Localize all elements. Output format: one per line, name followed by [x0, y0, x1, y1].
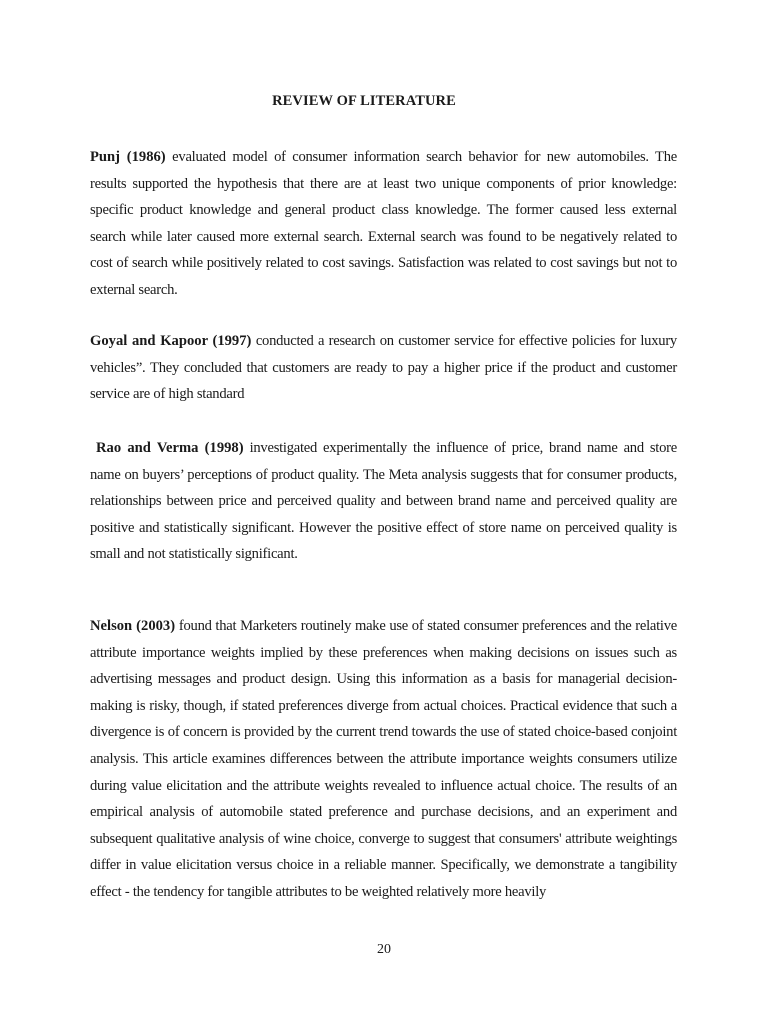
citation-author: Punj (1986) — [90, 149, 166, 165]
page-number: 20 — [377, 942, 391, 957]
paragraph-goyal-kapoor — [90, 328, 677, 408]
citation-author: Nelson (2003) — [90, 618, 176, 634]
paragraph-rao-verma — [90, 435, 677, 568]
citation-author: Goyal and Kapoor (1997) — [90, 333, 252, 349]
paragraph-punj — [90, 144, 677, 304]
citation-author: Rao and Verma (1998) — [96, 440, 244, 456]
paragraph-nelson — [90, 613, 677, 906]
paragraph-text: found that Marketers routinely make use of stated consumer preferences and the relative attribute importance weights implied by these preferences when making decisions on issues such as advertising messages and product design. Using this information as a basis for managerial decision-making is risky, though, if stated preferences diverge from actual choices. Practical evidence that such a divergence is of concern is provided by the current trend towards the use of stated choice-based conjoint analysis. This article examines differences between the attribute importance weights consumers utilize during value elicitation and the attribute weights revealed to influence actual choice. The results of an empirical analysis of automobile stated preference and purchase decisions, and an experiment and subsequent qualitative analysis of wine choice, converge to suggest that consumers' attribute weightings differ in value elicitation versus choice in a reliable manner. Specifically, we demonstrate a tangibility effect - the tendency for tangible attributes to be weighted relatively more heavily — [90, 618, 677, 900]
paragraph-text: conducted a research on customer service for effective policies for luxury vehicles”. They concluded that customers are ready to pay a higher price if the product and customer service are of high standard — [90, 333, 677, 403]
page-heading: REVIEW OF LITERATURE — [272, 93, 456, 109]
paragraph-text: evaluated model of consumer information search behavior for new automobiles. The results supported the hypothesis that there are at least two unique components of prior knowledge: specific product knowledge and general product class knowledge. The former caused less external search while later caused more external search. External search was found to be negatively related to cost of search while positively related to cost savings. Satisfaction was related to cost savings but not to external search. — [90, 149, 677, 298]
paragraph-text: investigated experimentally the influence of price, brand name and store name on buyers’ perceptions of product quality. The Meta analysis suggests that for consumer products, relationships between price and perceived quality and between brand name and perceived quality are positive and statistically significant. However the positive effect of store name on perceived quality is small and not statistically significant. — [90, 440, 677, 563]
